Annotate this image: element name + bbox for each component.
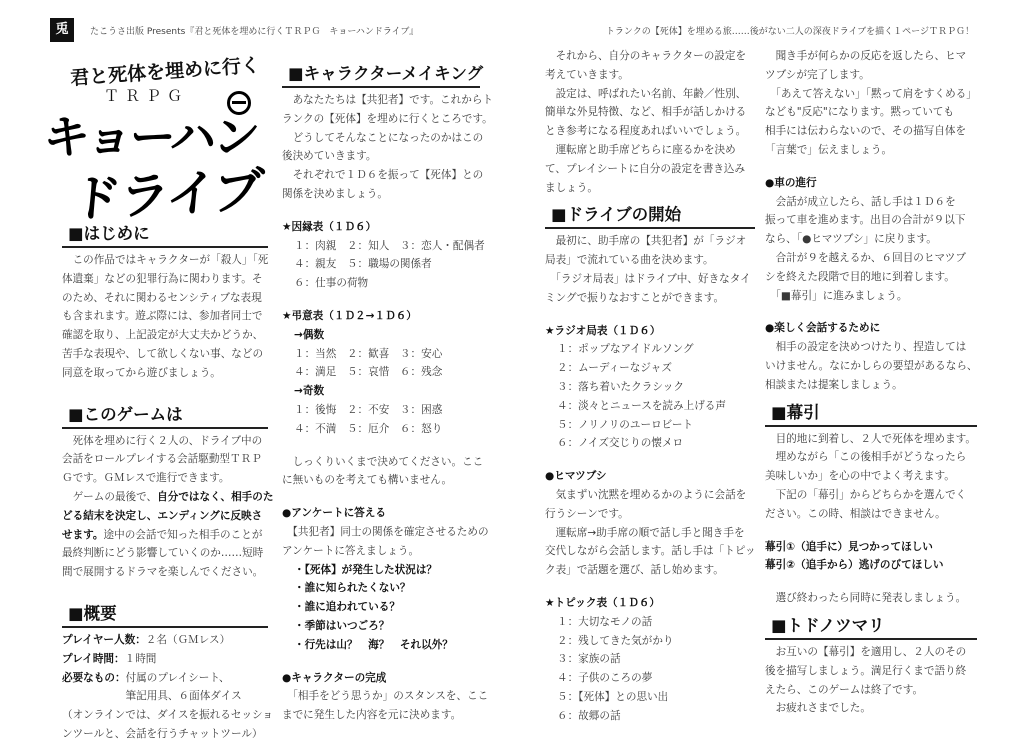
section-heading: ■トドノツマリ xyxy=(765,614,977,640)
table-entry: ３：家族の話 xyxy=(557,653,621,666)
subheading: ★ラジオ局表（１Ｄ６） xyxy=(545,324,661,337)
text-line: 考えていきます。 xyxy=(545,68,629,81)
text-line xyxy=(62,507,268,526)
spacer xyxy=(62,582,268,596)
text-line: ましょう。 xyxy=(545,181,598,194)
text-line: 「相手をどう思うか」のスタンスを、ここ xyxy=(282,690,489,703)
table-entry: ４：不満 ５：厄介 ６：怒り xyxy=(294,422,443,435)
spacer xyxy=(62,383,268,397)
text-line: どうしてそんなことになったのかはこの xyxy=(282,131,484,144)
text-line: 体遺棄」などの犯罪行為に関わります。そ xyxy=(62,272,263,285)
table-entry: ２：ムーディーなジャズ xyxy=(557,362,672,375)
subheading: ●車の進行 xyxy=(765,176,817,189)
text-line: 【共犯者】同士の関係を確定させるための xyxy=(282,525,489,538)
text-line: シを終えた段階で目的地に到着します。 xyxy=(765,270,955,283)
bold-list-item: ・【死体】が発生した状況は？ xyxy=(294,563,438,576)
table-entry: １：大切なモノの話 xyxy=(557,615,653,628)
spacer xyxy=(282,490,480,504)
text-line: て、プレイシートに自分の設定を書き込み xyxy=(545,162,746,175)
text-line: 筆記用具、６面体ダイス xyxy=(62,690,242,703)
text-line: お互いの【幕引】を適用し、２人のその xyxy=(765,645,967,658)
bold-text: 必要なもの： xyxy=(62,671,126,684)
subheading: ●アンケートに答える xyxy=(282,507,386,520)
bold-list-item: ・行先は山？ 海？ それ以外？ xyxy=(294,638,453,651)
text-line: 行うシーンです。 xyxy=(545,507,629,520)
subheading: ●ヒマツブシ xyxy=(545,470,607,483)
bold-text: プレイ時間： xyxy=(62,652,125,665)
section-heading: ■はじめに xyxy=(62,222,268,248)
text-line: ンツールと、会話を行うチャットツール） xyxy=(62,727,263,740)
text-line: 目的地に到着し、２人で死体を埋めます。 xyxy=(765,432,977,445)
text-line: ク表」で話題を選び、話し始めます。 xyxy=(545,564,724,577)
subheading: 幕引①（追手に）見つかってほしい xyxy=(765,540,933,553)
header-title: たこうさ出版 Presents『君と死体を埋めに行くＴＲＰＧ キョーハンドライブ』 xyxy=(90,27,419,37)
text-line: 合計が９を越えるか、６回目のヒマツブ xyxy=(765,251,966,264)
table-entry: ５：ノリノリのユーロビート xyxy=(557,418,694,431)
text-span: １時間 xyxy=(124,652,157,665)
text-line: までに発生した内容を元に決めます。 xyxy=(282,709,462,722)
spacer xyxy=(282,439,480,453)
subheading: ★トピック表（１Ｄ６） xyxy=(545,596,661,609)
text-line: 会話をロールプレイする会話駆動型ＴＲＰ xyxy=(62,453,262,466)
subheading: ●キャラクターの完成 xyxy=(282,671,387,684)
text-line: ミングで振りなおすことができます。 xyxy=(545,291,725,304)
text-line: 相手の設定を決めつけたり、捏造しては xyxy=(765,341,967,354)
text-line: 局表」で流れている曲を決めます。 xyxy=(545,254,714,267)
game-title-logo xyxy=(40,54,272,229)
bold-text: プレイヤー人数： xyxy=(62,633,146,646)
text-line: 相談または提案しましょう。 xyxy=(765,378,903,391)
table-entry: ６：仕事の荷物 xyxy=(294,277,369,290)
text-line: なら、「●ヒマツブシ」に戻ります。 xyxy=(765,233,937,246)
spacer xyxy=(765,160,977,174)
text-line: 「あえて答えない」「黙って肩をすくめる」 xyxy=(765,87,977,100)
text-span: 途中の会話で知った相手のことが xyxy=(103,528,263,541)
text-line: とき参考になる程度あればいいでしょう。 xyxy=(545,125,747,138)
text-line: 選び終わったら同時に発表しましょう。 xyxy=(765,592,967,605)
header-tagline: トランクの【死体】を埋める旅……後がない二人の深夜ドライブを描く１ページＴＲＰＧ！ xyxy=(605,27,974,37)
logo-title-line1: キョーハン xyxy=(40,110,260,164)
text-line: 苦手な表現や、して欲しくない事、などの xyxy=(62,347,264,360)
column-4 xyxy=(765,47,977,718)
publisher-logo-icon: 兎 xyxy=(50,18,74,42)
text-line: お疲れさまでした。 xyxy=(765,702,871,715)
text-line: それから、自分のキャラクターの設定を xyxy=(545,50,747,62)
text-line: 「言葉で」伝えましょう。 xyxy=(765,143,893,156)
table-entry: １：当然 ２：歓喜 ３：安心 xyxy=(294,347,443,360)
text-line: に無いものを考えても構いません。 xyxy=(282,474,453,487)
spacer xyxy=(545,580,755,594)
text-line: あなたたちは【共犯者】です。これからト xyxy=(282,94,494,106)
text-span: 付属のプレイシート、 xyxy=(125,671,230,684)
logo-trpg: ＴＲＰＧ xyxy=(104,87,189,105)
text-line: 運転席→助手席の順で話し手と聞き手を xyxy=(545,526,745,539)
text-line: 設定は、呼ばれたい名前、年齢／性別、 xyxy=(545,87,747,100)
text-line: 関係を決めましょう。 xyxy=(282,187,388,200)
text-line: も含まれます。遊ぶ際には、参加者同士で xyxy=(62,310,263,323)
text-line: なども"反応"になります。黙っていても xyxy=(765,106,954,119)
text-line: この作品ではキャラクターが「殺人」「死 xyxy=(62,254,269,266)
table-entry: ６：故郷の話 xyxy=(557,709,621,722)
text-line: 間で展開するドラマを楽しんでください。 xyxy=(62,566,264,579)
text-line: 最終判断にどう影響していくのか……短時 xyxy=(62,547,264,560)
text-line: 振って車を進めます。出目の合計が９以下 xyxy=(765,214,966,227)
column-1 xyxy=(62,216,274,744)
spacer xyxy=(282,293,480,307)
table-entry: １：ポップなアイドルソング xyxy=(557,343,694,356)
column-3 xyxy=(545,47,755,726)
table-entry: ４：子供のころの夢 xyxy=(557,672,653,685)
section-heading: ■キャラクターメイキング xyxy=(282,62,480,88)
subheading: ★弔意表（１Ｄ２→１Ｄ６） xyxy=(282,309,417,322)
spacer xyxy=(765,305,977,319)
text-line: Ｇです。ＧＭレスで進行できます。 xyxy=(62,472,230,485)
spacer xyxy=(765,524,977,538)
text-line: 会話が成立したら、話し手は１Ｄ６を xyxy=(765,195,956,208)
text-line: 聞き手が何らかの反応を返したら、ヒマ xyxy=(765,50,967,62)
logo-title-line2: ドライブ xyxy=(68,161,264,229)
text-line: えたら、このゲームは終了です。 xyxy=(765,683,924,696)
table-entry: ５：【死体】との思い出 xyxy=(557,690,669,703)
text-span: ゲームの最後で、 xyxy=(62,490,158,503)
spacer xyxy=(282,204,480,218)
text-line: それぞれで１Ｄ６を振って【死体】との xyxy=(282,169,484,182)
text-line: 相手には伝わらないので、その描写自体を xyxy=(765,125,967,138)
text-line: 同意を取ってから遊びましょう。 xyxy=(62,366,221,379)
bold-text: どる結末を決定し、エンディングに反映さ xyxy=(62,509,263,522)
bold-text: 自分ではなく、相手のた xyxy=(157,490,274,503)
bold-list-item: ・季節はいつごろ？ xyxy=(294,619,390,632)
bold-list-item: →偶数 xyxy=(294,328,325,341)
bold-text: せます。 xyxy=(62,528,104,541)
table-entry: ４：淡々とニュースを読み上げる声 xyxy=(557,399,726,412)
text-line: 簡単な外見特徴、など、相手が話しかける xyxy=(545,106,747,119)
bold-list-item: ・誰に追われている？ xyxy=(294,601,400,614)
spacer xyxy=(282,655,480,669)
text-line: ランクの【死体】を埋めに行くところです。 xyxy=(282,112,493,125)
text-line: 最初に、助手席の【共犯者】が「ラジオ xyxy=(545,235,747,248)
table-entry: １：後悔 ２：不安 ３：困惑 xyxy=(294,403,443,416)
text-line: 後を描写しましょう。満足行くまで語り終 xyxy=(765,664,967,677)
spacer xyxy=(545,308,755,322)
text-line: 気まずい沈黙を埋めるかのように会話を xyxy=(545,488,747,501)
subheading: ●楽しく会話するために xyxy=(765,322,881,335)
section-heading: ■このゲームは xyxy=(62,403,268,429)
text-line xyxy=(62,631,268,650)
section-heading: ■幕引 xyxy=(765,401,977,427)
text-line: 「■幕引」に進みましょう。 xyxy=(765,289,908,302)
text-line xyxy=(62,526,268,545)
section-heading: ■ドライブの開始 xyxy=(545,203,755,229)
text-line: ツブシが完了します。 xyxy=(765,68,870,81)
text-line: しっくりいくまで決めてください。ここ xyxy=(282,455,484,468)
text-line: 交代しながら会話します。話し手は「トピッ xyxy=(545,545,756,558)
text-line: 美味しいか」を心の中でよく考えます。 xyxy=(765,470,955,483)
subheading: ★因縁表（１Ｄ６） xyxy=(282,220,377,233)
table-entry: ６：ノイズ交じりの懐メロ xyxy=(557,437,684,450)
text-line: 後決めていきます。 xyxy=(282,150,377,163)
text-line: （オンラインでは、ダイスを振れるセッショ xyxy=(62,709,274,722)
text-line: のため、それに関わるセンシティブな表現 xyxy=(62,291,262,304)
text-line: 埋めながら「この後相手がどうなったら xyxy=(765,451,967,464)
text-line: 死体を埋めに行く２人の、ドライブ中の xyxy=(62,434,263,447)
text-line xyxy=(62,669,268,688)
text-line: 下記の「幕引」からどちらかを選んでく xyxy=(765,488,967,501)
bold-list-item: ・誰に知られたくない？ xyxy=(294,582,411,595)
subheading: 幕引②（追手から）逃げのびてほしい xyxy=(765,559,944,572)
column-2 xyxy=(282,56,494,725)
table-entry: １：肉親 ２：知人 ３：恋人・配偶者 xyxy=(294,239,485,252)
spacer xyxy=(545,453,755,467)
text-line xyxy=(62,488,274,507)
table-entry: ４：親友 ５：職場の関係者 xyxy=(294,258,432,271)
table-entry: ４：満足 ５：哀惜 ６：残念 xyxy=(294,366,443,379)
text-line: いけません。なにかしらの要望があるなら、 xyxy=(765,359,978,372)
spacer xyxy=(765,575,977,589)
text-line: ださい。この時、相談はできません。 xyxy=(765,507,946,520)
text-line xyxy=(62,650,268,669)
text-line: 確認を取り、上記設定が大丈夫かどうか、 xyxy=(62,329,264,342)
table-entry: ３：落ち着いたクラシック xyxy=(557,380,684,393)
text-line: 運転席と助手席どちらに座るかを決め xyxy=(545,143,736,156)
table-entry: ２：残してきた気がかり xyxy=(557,634,674,647)
text-span: ２名（ＧＭレス） xyxy=(145,633,231,646)
section-heading: ■概要 xyxy=(62,602,268,628)
bold-list-item: →奇数 xyxy=(294,385,325,398)
text-line: アンケートに答えましょう。 xyxy=(282,544,420,557)
logo-subtitle: 君と死体を埋めに行く xyxy=(69,54,261,90)
text-line: 「ラジオ局表」はドライブ中、好きなタイ xyxy=(545,272,751,285)
